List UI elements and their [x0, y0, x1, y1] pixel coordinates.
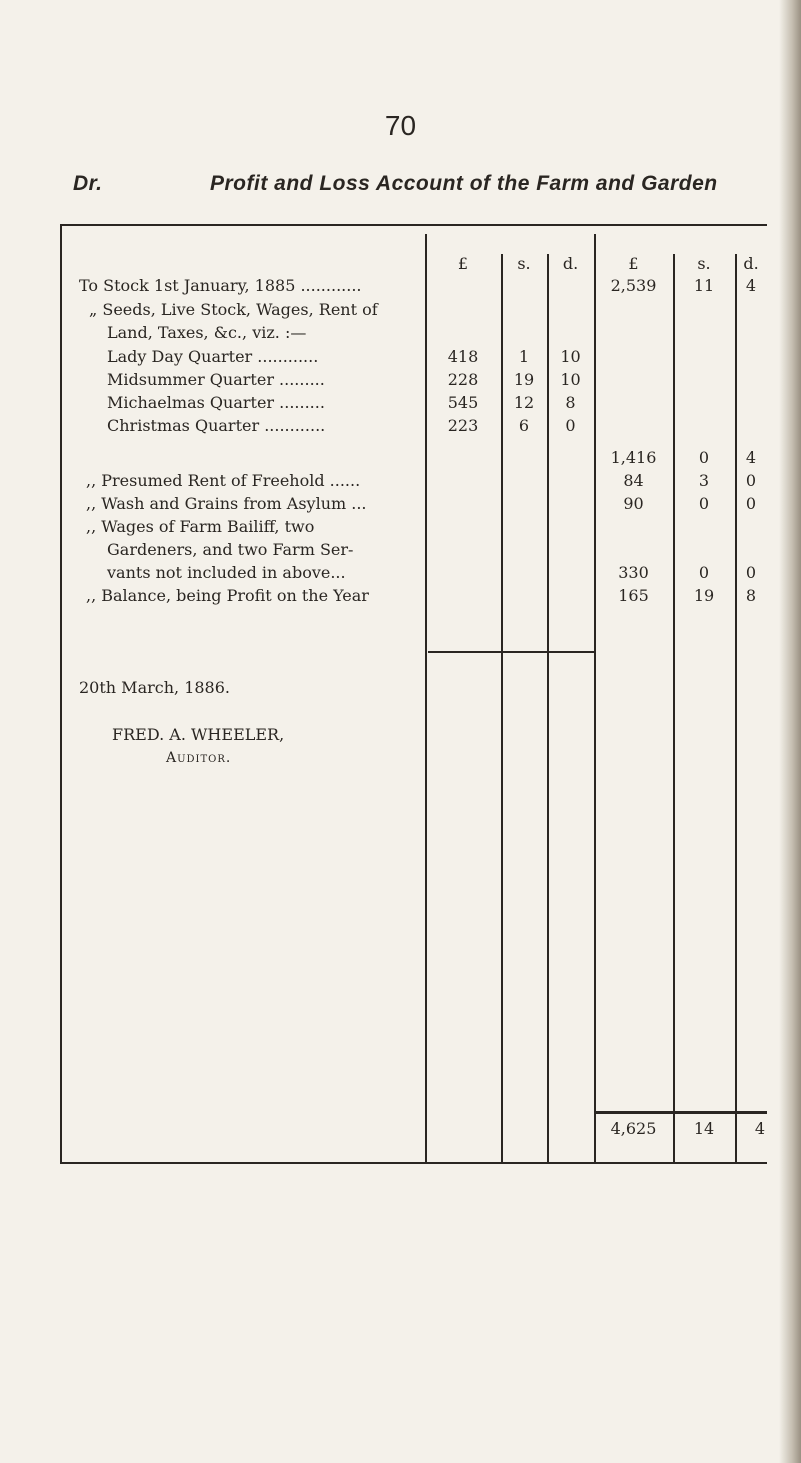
outer-pence: 0 — [745, 494, 757, 513]
entry-label: To Stock 1st January, 1885 ............ — [79, 276, 362, 295]
outer-pounds: 2,539 — [610, 276, 657, 295]
account-title: Profit and Loss Account of the Farm and Garden — [210, 172, 718, 195]
inner-shillings: 1 — [518, 347, 530, 366]
entry-label: Michaelmas Quarter ......... — [107, 393, 325, 412]
outer-shilling-head: s. — [697, 254, 711, 273]
page-edge-shadow — [779, 0, 801, 1463]
auditor-name: FRED. A. WHEELER, — [112, 725, 285, 744]
inner-pounds: 228 — [447, 370, 479, 389]
outer-pounds: 330 — [618, 563, 649, 582]
total-rule — [596, 1111, 767, 1114]
auditor-role: Auditor. — [166, 750, 232, 766]
outer-shillings: 0 — [698, 494, 710, 513]
outer-shillings: 19 — [693, 586, 715, 605]
audit-date: 20th March, 1886. — [79, 678, 230, 697]
entry-label: vants not included in above... — [107, 563, 346, 582]
ledger-left-rule — [60, 224, 62, 1164]
entry-label: Lady Day Quarter ............ — [107, 347, 319, 366]
entry-label: ,, Wages of Farm Bailiff, two — [86, 517, 315, 536]
entry-label: „ Seeds, Live Stock, Wages, Rent of — [89, 300, 378, 319]
ledger-top-rule — [60, 224, 767, 226]
outer-pound-head: £ — [628, 254, 639, 273]
inner-pence: 0 — [565, 416, 576, 435]
outer-shillings: 0 — [698, 563, 710, 582]
inner-pence-rule — [547, 254, 549, 1164]
outer-shillings: 11 — [693, 276, 715, 295]
entry-label: Christmas Quarter ............ — [107, 416, 326, 435]
debit-marker: Dr. — [73, 172, 103, 195]
outer-pounds: 165 — [618, 586, 649, 605]
outer-shillings: 3 — [698, 471, 710, 490]
total-shillings: 14 — [693, 1119, 715, 1138]
inner-shilling-head: s. — [517, 254, 531, 273]
outer-pounds: 84 — [623, 471, 644, 490]
entry-label: ,, Balance, being Profit on the Year — [86, 586, 369, 605]
outer-pence: 0 — [745, 471, 757, 490]
ledger-bottom-rule — [60, 1162, 767, 1164]
inner-shillings: 6 — [518, 416, 530, 435]
entry-label: Midsummer Quarter ......... — [107, 370, 325, 389]
inner-shilling-rule — [501, 254, 503, 1164]
entry-label: Gardeners, and two Farm Ser- — [107, 540, 354, 559]
inner-pounds: 545 — [447, 393, 479, 412]
inner-pence-head: d. — [562, 254, 579, 273]
quarter-subtotal-rule — [428, 651, 594, 653]
outer-pence: 4 — [745, 448, 757, 467]
page-number: 70 — [384, 110, 417, 141]
entry-label: Land, Taxes, &c., viz. :— — [107, 323, 307, 342]
inner-pence: 10 — [560, 347, 581, 366]
inner-pound-head: £ — [457, 254, 469, 273]
outer-pence: 8 — [745, 586, 757, 605]
ledger-table — [60, 224, 767, 1164]
outer-pence-rule — [735, 254, 737, 1164]
outer-pence: 4 — [745, 276, 757, 295]
total-pounds: 4,625 — [610, 1119, 657, 1138]
inner-pence: 8 — [565, 393, 576, 412]
entry-label: ,, Wash and Grains from Asylum ... — [86, 494, 367, 513]
entry-label: ,, Presumed Rent of Freehold ...... — [86, 471, 361, 490]
inner-shillings: 12 — [513, 393, 535, 412]
total-pence: 4 — [754, 1119, 765, 1138]
outer-pounds: 1,416 — [610, 448, 657, 467]
inner-pence: 10 — [560, 370, 581, 389]
outer-pence: 0 — [745, 563, 757, 582]
outer-shillings: 0 — [698, 448, 710, 467]
inner-pounds: 418 — [447, 347, 479, 366]
outer-shilling-rule — [673, 254, 675, 1164]
outer-pound-rule — [594, 234, 596, 1164]
outer-pence-head: d. — [743, 254, 759, 273]
inner-shillings: 19 — [513, 370, 535, 389]
inner-pounds: 223 — [447, 416, 479, 435]
outer-pounds: 90 — [623, 494, 644, 513]
